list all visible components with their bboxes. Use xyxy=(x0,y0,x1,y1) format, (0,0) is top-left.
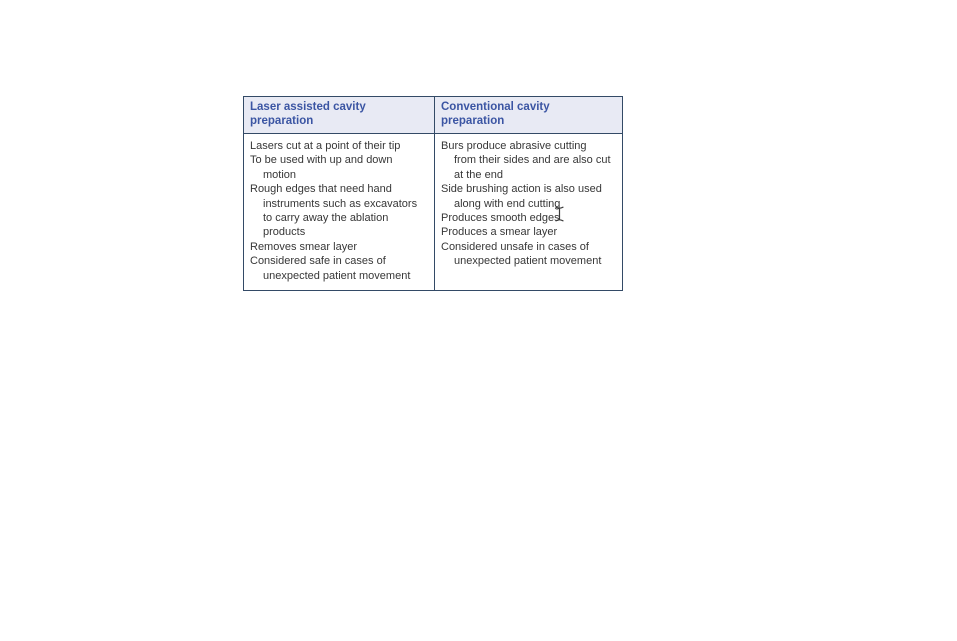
cell-line: along with end cutting xyxy=(454,197,561,210)
cell-line: Removes smear layer xyxy=(250,240,357,253)
cell-line: Burs produce abrasive cutting xyxy=(441,140,587,152)
body-cell-laser-assisted xyxy=(244,134,434,290)
cell-line: Produces a smear layer xyxy=(441,226,558,239)
table-header-row xyxy=(244,97,622,134)
header-cell-laser-assisted: Laser assisted cavity preparation xyxy=(244,97,434,134)
cell-line: Lasers cut at a point of their tip xyxy=(250,140,401,152)
cell-line: products xyxy=(263,226,306,239)
comparison-table xyxy=(243,96,623,291)
cell-line: from their sides and are also cut xyxy=(454,154,611,167)
cell-line: unexpected patient movement xyxy=(263,269,411,282)
cell-line: Side brushing action is also used xyxy=(441,183,602,196)
body-cell-conventional xyxy=(434,134,622,290)
cell-line: instruments such as excavators xyxy=(263,197,418,210)
cell-line: at the end xyxy=(454,168,503,181)
cell-line: to carry away the ablation xyxy=(263,212,389,225)
cell-line: unexpected patient movement xyxy=(454,255,602,268)
cell-line: Rough edges that need hand xyxy=(250,183,392,196)
cell-line: motion xyxy=(263,168,297,181)
cell-line: Produces smooth edges xyxy=(441,212,560,225)
cell-line: To be used with up and down xyxy=(250,154,393,167)
header-cell-conventional: Conventional cavity preparation xyxy=(434,97,622,134)
cell-line: Considered safe in cases of xyxy=(250,255,386,268)
cell-line: Considered unsafe in cases of xyxy=(441,240,589,253)
table-body-row xyxy=(244,134,622,290)
